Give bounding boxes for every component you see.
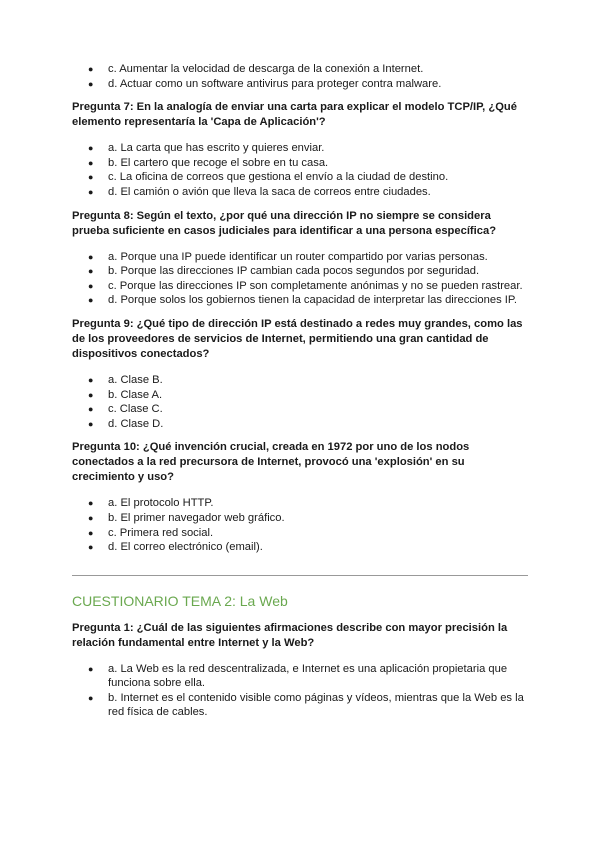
tema2-q1-options — [72, 662, 528, 720]
option-text: a. El protocolo HTTP. — [108, 497, 214, 510]
list-item — [72, 691, 528, 720]
section-divider — [72, 575, 528, 576]
question-10-title: Pregunta 10: ¿Qué invención crucial, creada en 1972 por uno de los nodos conectados a la red precursora de Internet, provocó una 'explosión' en su crecimiento y uso? — [72, 441, 470, 484]
option-text: d. Porque solos los gobiernos tienen la capacidad de interpretar las direcciones IP. — [108, 294, 518, 307]
question-7-title: Pregunta 7: En la analogía de enviar una carta para explicar el modelo TCP/IP, ¿Qué elemento representaría la 'Capa de Aplicación'? — [72, 101, 517, 129]
list-item — [72, 388, 528, 403]
list-item — [72, 264, 528, 279]
option-text: c. Aumentar la velocidad de descarga de la conexión a Internet. — [108, 63, 424, 75]
list-item — [72, 279, 528, 294]
q10-options — [72, 496, 528, 554]
bullet-icon: ● — [88, 512, 94, 523]
list-item — [72, 77, 528, 92]
bullet-icon: ● — [88, 404, 94, 415]
list-item — [72, 402, 528, 417]
option-text: a. La Web es la red descentralizada, e Internet es una aplicación propietaria que funciona sobre ella. — [108, 662, 508, 690]
option-text: b. Clase A. — [108, 388, 163, 401]
option-text: b. El primer navegador web gráfico. — [108, 511, 285, 524]
bullet-icon: ● — [88, 266, 94, 277]
option-text: d. Clase D. — [108, 417, 164, 430]
bullet-icon: ● — [88, 295, 94, 306]
bullet-icon: ● — [88, 542, 94, 553]
option-text: d. El camión o avión que lleva la saca de correos entre ciudades. — [108, 185, 431, 198]
list-item — [72, 62, 528, 77]
bullet-icon: ● — [88, 692, 94, 703]
bullet-icon: ● — [88, 389, 94, 400]
list-item — [72, 373, 528, 388]
bullet-icon: ● — [88, 172, 94, 183]
option-text: b. El cartero que recoge el sobre en tu casa. — [108, 156, 329, 169]
section-2-title: CUESTIONARIO TEMA 2: La Web — [72, 592, 288, 609]
bullet-icon: ● — [88, 663, 94, 674]
bullet-icon: ● — [88, 186, 94, 197]
option-text: c. Primera red social. — [108, 526, 214, 539]
list-item — [72, 662, 528, 691]
list-item — [72, 526, 528, 541]
question-8-title: Pregunta 8: Según el texto, ¿por qué una dirección IP no siempre se considera prueba suficiente en casos judiciales para identificar a una persona específica? — [72, 209, 497, 237]
bullet-icon: ● — [88, 418, 94, 429]
option-text: a. Porque una IP puede identificar un router compartido por varias personas. — [108, 250, 488, 263]
option-text: c. Porque las direcciones IP son completamente anónimas y no se pueden rastrear. — [108, 279, 523, 292]
option-text: b. Internet es el contenido visible como páginas y vídeos, mientras que la Web es la red física de cables. — [108, 691, 524, 719]
bullet-icon: ● — [88, 527, 94, 538]
bullet-icon: ● — [88, 280, 94, 291]
list-item — [72, 540, 528, 555]
list-item — [72, 496, 528, 511]
list-item — [72, 511, 528, 526]
bullet-icon: ● — [88, 78, 94, 89]
q6-options — [72, 62, 528, 91]
bullet-icon: ● — [88, 64, 94, 74]
bullet-icon: ● — [88, 498, 94, 509]
bullet-icon: ● — [88, 143, 94, 154]
option-text: b. Porque las direcciones IP cambian cada pocos segundos por seguridad. — [108, 265, 480, 278]
list-item — [72, 293, 528, 308]
list-item — [72, 170, 528, 185]
option-text: a. Clase B. — [108, 373, 163, 386]
list-item — [72, 141, 528, 156]
document-page — [72, 62, 528, 720]
option-text: d. El correo electrónico (email). — [108, 541, 263, 554]
list-item — [72, 417, 528, 432]
list-item — [72, 250, 528, 265]
question-9-title: Pregunta 9: ¿Qué tipo de dirección IP está destinado a redes muy grandes, como las de los proveedores de servicios de Internet, permitiendo una gran cantidad de dispositivos conectados? — [72, 317, 523, 360]
bullet-icon: ● — [88, 251, 94, 262]
option-text: d. Actuar como un software antivirus para proteger contra malware. — [108, 77, 442, 90]
q7-options — [72, 141, 528, 199]
list-item — [72, 156, 528, 171]
list-item — [72, 185, 528, 200]
tema2-question-1-title: Pregunta 1: ¿Cuál de las siguientes afirmaciones describe con mayor precisión la relación fundamental entre Internet y la Web? — [72, 621, 508, 649]
option-text: a. La carta que has escrito y quieres enviar. — [108, 142, 325, 155]
bullet-icon: ● — [88, 374, 94, 385]
option-text: c. Clase C. — [108, 403, 163, 416]
bullet-icon: ● — [88, 157, 94, 168]
q9-options — [72, 373, 528, 431]
q8-options — [72, 250, 528, 308]
option-text: c. La oficina de correos que gestiona el envío a la ciudad de destino. — [108, 171, 449, 184]
